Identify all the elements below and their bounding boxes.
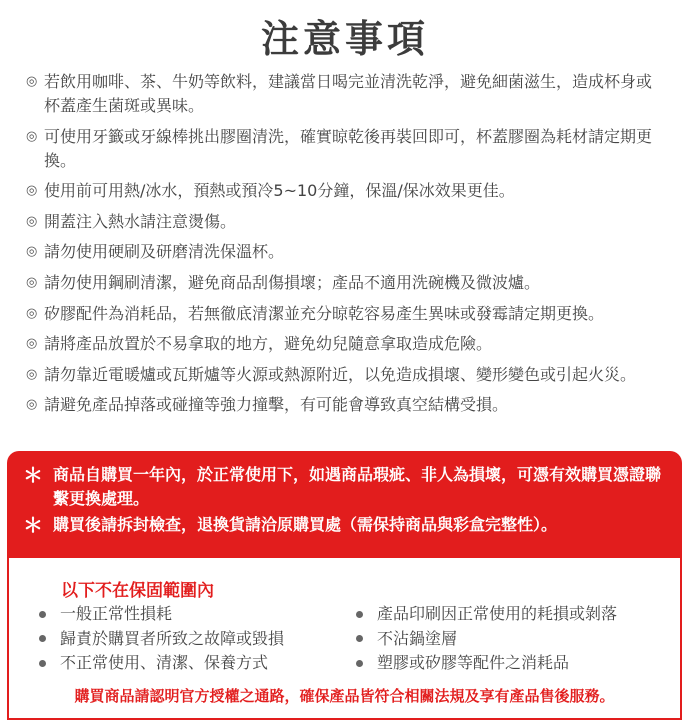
note-bullet-icon: ◎ xyxy=(26,397,38,413)
exclusion-text: 塑膠或矽膠等配件之消耗品 xyxy=(377,653,570,673)
note-text: 若飲用咖啡、茶、牛奶等飲料，建議當日喝完並清洗乾淨，避免細菌滋生，造成杯身或杯蓋產生菌斑或異味。 xyxy=(44,72,653,115)
note-item xyxy=(26,240,666,264)
note-bullet-icon: ◎ xyxy=(26,366,38,382)
note-item xyxy=(26,271,666,295)
exclusion-text: 不正常使用、清潔、保養方式 xyxy=(60,653,269,673)
note-item xyxy=(26,210,666,234)
note-item xyxy=(26,302,666,326)
warranty-banner xyxy=(7,451,682,558)
exclusion-item xyxy=(39,627,284,652)
note-text: 請避免產品掉落或碰撞等強力撞擊，有可能會導致真空結構受損。 xyxy=(44,395,509,415)
exclusion-item xyxy=(356,627,617,652)
note-text: 請勿靠近電暖爐或瓦斯爐等火源或熱源附近，以免造成損壞、變形變色或引起火災。 xyxy=(44,364,637,384)
note-bullet-icon: ◎ xyxy=(26,183,38,199)
bullet-dot-icon xyxy=(356,635,363,642)
note-bullet-icon: ◎ xyxy=(26,336,38,352)
note-text: 可使用牙籤或牙線棒挑出膠圈清洗，確實晾乾後再裝回即可，杯蓋膠圈為耗材請定期更換。 xyxy=(44,126,653,170)
note-text: 請將產品放置於不易拿取的地方，避免幼兒隨意拿取造成危險。 xyxy=(44,334,493,354)
exclusion-item xyxy=(39,602,284,627)
exclusions-title: 以下不在保固範圍內 xyxy=(61,581,214,601)
warranty-item xyxy=(21,463,668,511)
exclusions-right-list xyxy=(356,602,617,676)
asterisk-icon: ＊ xyxy=(23,463,43,487)
note-bullet-icon: ◎ xyxy=(26,274,38,290)
authorized-channel-note: 購買商品請認明官方授權之通路，確保產品皆符合相關法規及享有產品售後服務。 xyxy=(74,687,615,705)
asterisk-icon: ＊ xyxy=(23,513,43,537)
bullet-dot-icon xyxy=(39,635,46,642)
warranty-item xyxy=(21,513,668,537)
warranty-text: 商品自購買一年內，於正常使用下，如遇商品瑕疵、非人為損壞，可憑有效購買憑證聯繫更換處理。 xyxy=(53,465,662,508)
note-item xyxy=(26,70,666,118)
note-text: 請勿使用鋼刷清潔，避免商品刮傷損壞；產品不適用洗碗機及微波爐。 xyxy=(44,272,541,292)
bullet-dot-icon xyxy=(39,660,46,667)
note-bullet-icon: ◎ xyxy=(26,213,38,229)
exclusions-left-list xyxy=(39,602,284,676)
exclusion-text: 一般正常性損耗 xyxy=(60,604,173,624)
exclusions-panel xyxy=(7,558,682,720)
note-item xyxy=(26,332,666,356)
note-bullet-icon: ◎ xyxy=(26,305,38,321)
note-item xyxy=(26,125,666,173)
exclusion-item xyxy=(39,651,284,676)
exclusion-text: 不沾鍋塗層 xyxy=(377,628,458,648)
bullet-dot-icon xyxy=(356,611,363,618)
exclusion-item xyxy=(356,651,617,676)
exclusion-text: 歸責於購買者所致之故障或毀損 xyxy=(60,628,285,648)
exclusion-item xyxy=(356,602,617,627)
note-item xyxy=(26,179,666,203)
page-title: 注意事項 xyxy=(260,17,429,61)
note-item xyxy=(26,363,666,387)
note-bullet-icon: ◎ xyxy=(26,244,38,260)
notes-list xyxy=(26,70,666,424)
note-bullet-icon: ◎ xyxy=(26,74,38,89)
note-text: 請勿使用硬刷及研磨清洗保溫杯。 xyxy=(44,242,285,262)
note-bullet-icon: ◎ xyxy=(26,128,38,144)
bullet-dot-icon xyxy=(39,611,46,618)
bullet-dot-icon xyxy=(356,660,363,667)
note-text: 使用前可用熱/冰水，預熱或預冷5~10分鐘，保溫/保冰效果更佳。 xyxy=(44,181,515,201)
note-text: 開蓋注入熱水請注意燙傷。 xyxy=(44,211,237,231)
exclusion-text: 產品印刷因正常使用的耗損或剝落 xyxy=(377,604,618,624)
note-text: 矽膠配件為消耗品，若無徹底清潔並充分晾乾容易產生異味或發霉請定期更換。 xyxy=(44,303,605,323)
note-item xyxy=(26,393,666,417)
warranty-text: 購買後請拆封檢查，退換貨請洽原購買處（需保持商品與彩盒完整性）。 xyxy=(53,515,558,534)
